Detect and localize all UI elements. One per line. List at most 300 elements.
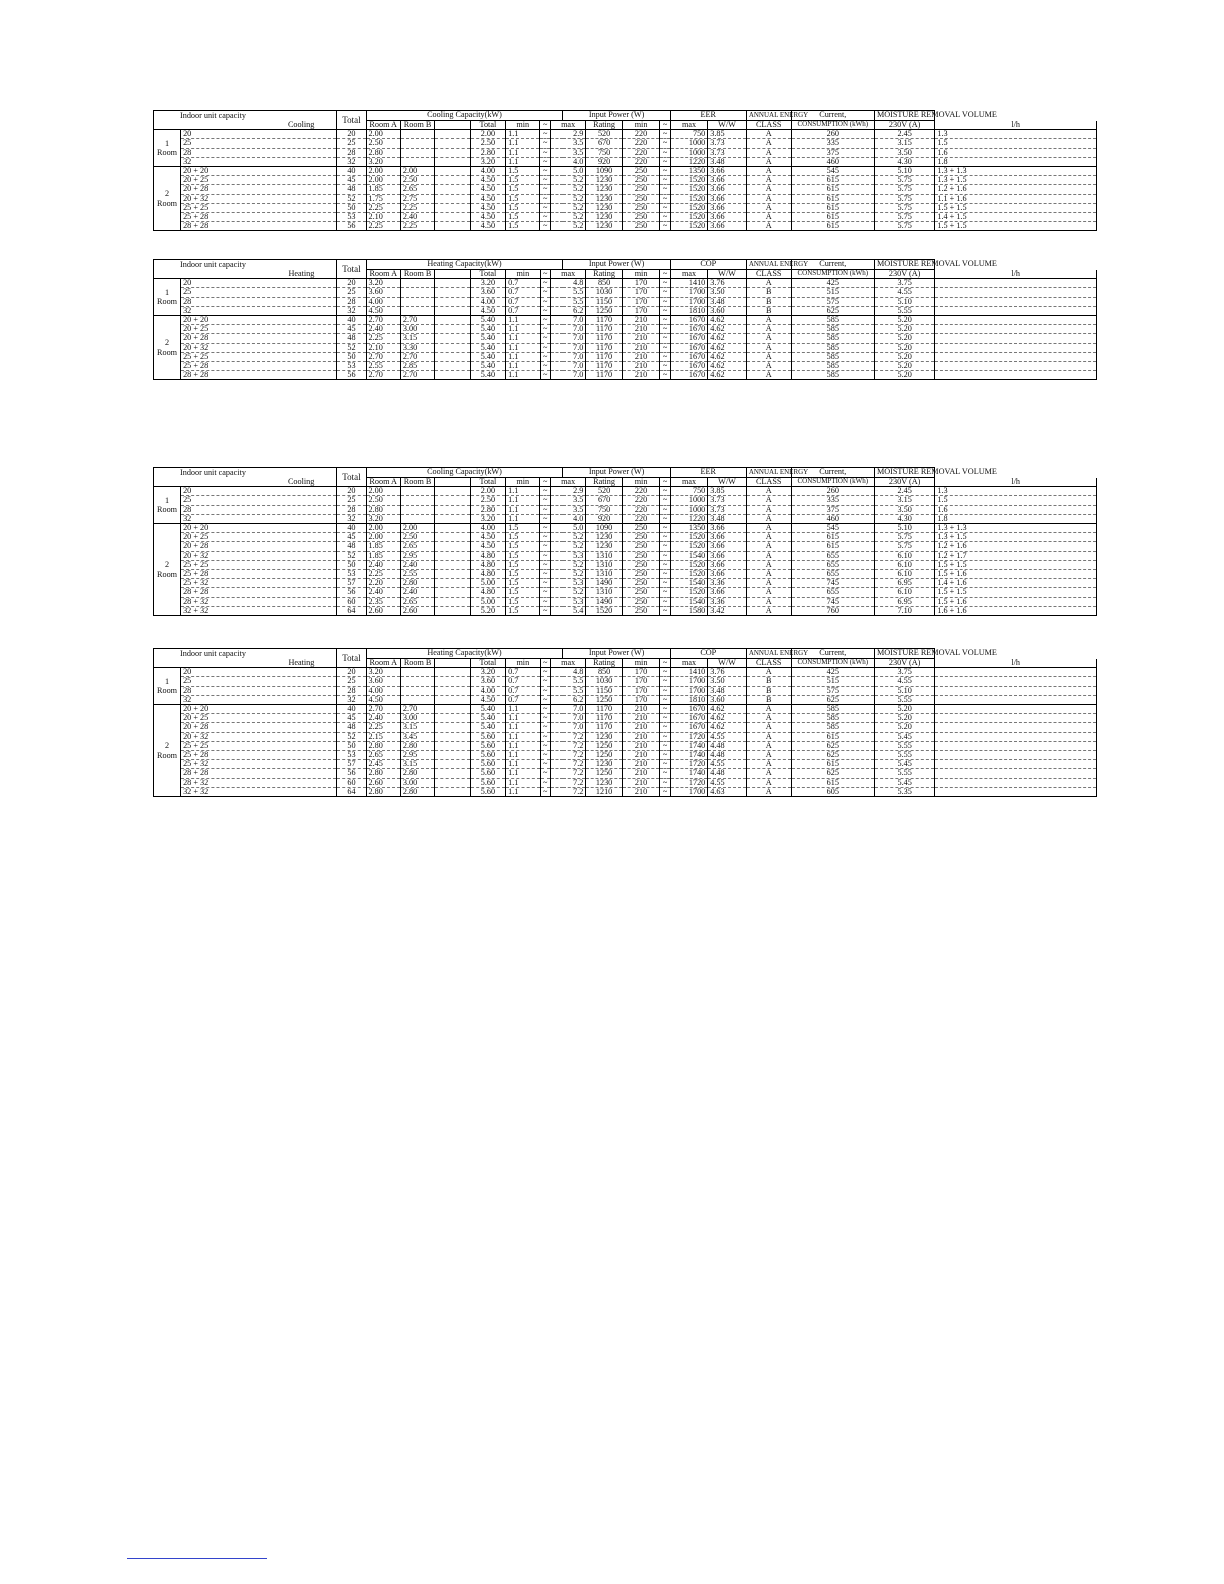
capacity-tilde: ~ (540, 579, 550, 588)
blank-value (435, 723, 470, 732)
power-min: 250 (622, 194, 660, 203)
power-max: 1520 (670, 533, 708, 542)
annual-unit-header: CONSUMPTION (kWh) (791, 478, 874, 487)
room-word: Room (157, 148, 178, 158)
indoor-combo: 20 + 28 (181, 542, 337, 551)
blank-value (435, 769, 470, 778)
capacity-total: 5.60 (470, 732, 505, 741)
moisture-value (935, 343, 1097, 352)
room-count: 2 (164, 189, 170, 199)
current-value: 5.45 (874, 732, 934, 741)
blank-value (435, 325, 470, 334)
energy-class: A (746, 514, 791, 523)
moisture-value: 1.5 (935, 496, 1097, 505)
power-max: 1810 (670, 306, 708, 315)
capacity-max: 6.2 (550, 306, 585, 315)
power-min: 250 (622, 588, 660, 597)
capacity-total-header: Total (470, 478, 505, 487)
total-capacity: 25 (337, 288, 366, 297)
moisture-value: 1.5 (935, 139, 1097, 148)
indoor-capacity-header: Indoor unit capacity (154, 111, 337, 121)
moisture-value (935, 751, 1097, 760)
current-unit-header: 230V (A) (874, 659, 934, 668)
moisture-value: 1.5 + 1.6 (935, 597, 1097, 606)
ratio-ww: 4.62 (708, 371, 747, 380)
power-rating: 750 (586, 148, 622, 157)
capacity-min: 0.7 (506, 686, 540, 695)
capacity-total: 4.50 (470, 222, 505, 231)
moisture-unit-header: l/h (935, 659, 1097, 668)
room-b-header: Room B (400, 478, 434, 487)
capacity-max: 5.2 (550, 560, 585, 569)
room-a-value: 2.10 (366, 213, 400, 222)
room-b-value: 2.60 (400, 606, 434, 615)
room-b-value: 2.95 (400, 751, 434, 760)
ratio-ww: 3.76 (708, 668, 747, 677)
room-a-value: 2.80 (366, 769, 400, 778)
room-b-value: 2.50 (400, 533, 434, 542)
capacity-min: 1.5 (506, 222, 540, 231)
current-value: 5.20 (874, 362, 934, 371)
room-word: Room (157, 347, 178, 357)
room-a-value: 1.85 (366, 542, 400, 551)
room-count-cell (154, 130, 181, 167)
room-b-value (400, 505, 434, 514)
moisture-value: 1.3 + 1.3 (935, 524, 1097, 533)
blank-value (435, 551, 470, 560)
power-tilde: ~ (660, 723, 670, 732)
capacity-tilde-header: ~ (540, 478, 550, 487)
room-b-value: 2.70 (400, 352, 434, 361)
capacity-total: 5.40 (470, 371, 505, 380)
power-rating: 520 (586, 130, 622, 139)
capacity-tilde: ~ (540, 288, 550, 297)
ratio-header: EER (670, 111, 746, 121)
power-min-header: min (622, 270, 660, 279)
capacity-total: 2.00 (470, 487, 505, 496)
capacity-min: 1.1 (506, 371, 540, 380)
capacity-min: 1.1 (506, 334, 540, 343)
indoor-combo: 28 (181, 297, 337, 306)
capacity-total: 4.50 (470, 194, 505, 203)
ratio-ww: 4.62 (708, 343, 747, 352)
total-capacity: 56 (337, 222, 366, 231)
blank-value (435, 677, 470, 686)
blank-value (435, 222, 470, 231)
indoor-combo: 20 + 25 (181, 176, 337, 185)
room-a-value: 2.40 (366, 714, 400, 723)
moisture-value: 1.3 + 1.5 (935, 176, 1097, 185)
power-min: 250 (622, 542, 660, 551)
capacity-total: 4.00 (470, 167, 505, 176)
ratio-ww: 3.36 (708, 597, 747, 606)
capacity-total: 5.60 (470, 751, 505, 760)
ratio-ww: 4.48 (708, 751, 747, 760)
capacity-max: 5.2 (550, 213, 585, 222)
annual-energy: 585 (791, 705, 874, 714)
annual-energy: 545 (791, 167, 874, 176)
capacity-tilde: ~ (540, 222, 550, 231)
power-tilde: ~ (660, 787, 670, 796)
table-row (154, 297, 1097, 306)
capacity-max: 2.9 (550, 130, 585, 139)
total-capacity: 48 (337, 723, 366, 732)
total-capacity: 32 (337, 514, 366, 523)
energy-class: A (746, 316, 791, 325)
mode-label: Cooling (154, 478, 337, 487)
current-value: 5.35 (874, 787, 934, 796)
power-tilde: ~ (660, 176, 670, 185)
power-max: 1520 (670, 588, 708, 597)
ratio-ww: 3.36 (708, 579, 747, 588)
indoor-combo: 20 (181, 279, 337, 288)
capacity-total: 5.40 (470, 325, 505, 334)
ratio-ww: 4.55 (708, 732, 747, 741)
room-b-value: 2.55 (400, 570, 434, 579)
power-max: 1700 (670, 288, 708, 297)
capacity-min-header: min (506, 478, 540, 487)
annual-energy: 585 (791, 362, 874, 371)
total-capacity: 50 (337, 560, 366, 569)
capacity-total: 5.40 (470, 334, 505, 343)
moisture-header: MOISTURE REMOVAL VOLUME (874, 260, 934, 270)
capacity-min: 1.1 (506, 732, 540, 741)
ratio-ww: 3.50 (708, 288, 747, 297)
room-b-value: 2.00 (400, 167, 434, 176)
moisture-unit-header: l/h (935, 121, 1097, 130)
capacity-min: 1.5 (506, 579, 540, 588)
ratio-ww: 3.73 (708, 496, 747, 505)
energy-class: B (746, 686, 791, 695)
moisture-value (935, 778, 1097, 787)
table-row (154, 732, 1097, 741)
power-max: 1000 (670, 505, 708, 514)
moisture-value: 1.5 + 1.5 (935, 203, 1097, 212)
energy-class: A (746, 732, 791, 741)
energy-class: A (746, 723, 791, 732)
table-row (154, 723, 1097, 732)
room-b-value (400, 496, 434, 505)
capacity-max: 7.2 (550, 732, 585, 741)
room-b-value: 2.80 (400, 787, 434, 796)
power-max: 1580 (670, 606, 708, 615)
room-b-value (400, 148, 434, 157)
capacity-min: 1.1 (506, 487, 540, 496)
power-tilde: ~ (660, 714, 670, 723)
table-row (154, 686, 1097, 695)
capacity-max-header: max (550, 270, 585, 279)
room-a-header: Room A (366, 478, 400, 487)
power-rating: 1310 (586, 570, 622, 579)
current-value: 5.75 (874, 194, 934, 203)
energy-class: A (746, 194, 791, 203)
power-max: 1670 (670, 705, 708, 714)
moisture-value: 1.5 + 1.5 (935, 560, 1097, 569)
power-rating: 1230 (586, 760, 622, 769)
indoor-combo: 20 + 25 (181, 325, 337, 334)
capacity-total: 4.50 (470, 176, 505, 185)
capacity-max: 7.0 (550, 723, 585, 732)
power-rating: 1030 (586, 288, 622, 297)
annual-energy: 625 (791, 751, 874, 760)
room-b-value: 2.70 (400, 316, 434, 325)
room-a-header: Room A (366, 659, 400, 668)
room-word: Room (157, 750, 178, 760)
total-capacity: 40 (337, 524, 366, 533)
energy-class: A (746, 203, 791, 212)
moisture-value (935, 325, 1097, 334)
current-header: Current, (791, 111, 874, 121)
ratio-ww: 3.66 (708, 524, 747, 533)
room-a-value: 2.80 (366, 741, 400, 750)
capacity-max: 5.0 (550, 524, 585, 533)
power-min: 220 (622, 514, 660, 523)
power-rating: 1230 (586, 203, 622, 212)
ratio-ww: 3.66 (708, 551, 747, 560)
ratio-ww: 3.73 (708, 505, 747, 514)
annual-energy: 585 (791, 334, 874, 343)
power-max: 1520 (670, 185, 708, 194)
capacity-max: 5.3 (550, 551, 585, 560)
power-min: 220 (622, 148, 660, 157)
room-a-value: 2.45 (366, 760, 400, 769)
capacity-header: Heating Capacity(kW) (366, 260, 563, 270)
power-max: 1720 (670, 760, 708, 769)
blank-value (435, 334, 470, 343)
power-min: 210 (622, 705, 660, 714)
power-rating: 1170 (586, 723, 622, 732)
total-capacity: 53 (337, 213, 366, 222)
current-unit-header: 230V (A) (874, 270, 934, 279)
capacity-total: 2.80 (470, 505, 505, 514)
capacity-max: 5.2 (550, 588, 585, 597)
total-capacity: 40 (337, 705, 366, 714)
capacity-total: 4.50 (470, 185, 505, 194)
indoor-combo: 28 (181, 686, 337, 695)
indoor-combo: 25 + 32 (181, 579, 337, 588)
power-tilde-header: ~ (660, 478, 670, 487)
power-max: 1000 (670, 139, 708, 148)
capacity-min: 0.7 (506, 288, 540, 297)
capacity-min: 1.5 (506, 185, 540, 194)
power-min: 220 (622, 139, 660, 148)
room-a-value: 2.25 (366, 334, 400, 343)
indoor-combo: 20 + 28 (181, 185, 337, 194)
capacity-total: 5.40 (470, 714, 505, 723)
current-unit-header: 230V (A) (874, 478, 934, 487)
blank-value (435, 306, 470, 315)
power-rating: 850 (586, 668, 622, 677)
power-tilde: ~ (660, 597, 670, 606)
capacity-total: 4.80 (470, 570, 505, 579)
indoor-combo: 25 + 25 (181, 560, 337, 569)
capacity-tilde: ~ (540, 203, 550, 212)
moisture-header: MOISTURE REMOVAL VOLUME (874, 468, 934, 478)
blank-value (435, 371, 470, 380)
annual-energy: 585 (791, 343, 874, 352)
current-value: 5.20 (874, 371, 934, 380)
blank-value (435, 352, 470, 361)
annual-energy: 425 (791, 279, 874, 288)
moisture-value (935, 668, 1097, 677)
power-rating: 520 (586, 487, 622, 496)
annual-energy-header: ANNUAL ENERGY (746, 649, 791, 659)
power-rating: 1230 (586, 542, 622, 551)
capacity-tilde: ~ (540, 769, 550, 778)
annual-energy: 615 (791, 194, 874, 203)
room-a-value: 4.50 (366, 695, 400, 704)
table-row (154, 316, 1097, 325)
power-min: 210 (622, 751, 660, 760)
room-count: 1 (164, 495, 170, 505)
capacity-max: 4.8 (550, 279, 585, 288)
annual-energy: 655 (791, 560, 874, 569)
power-max: 1520 (670, 222, 708, 231)
table-row (154, 787, 1097, 796)
total-capacity: 45 (337, 533, 366, 542)
moisture-value (935, 769, 1097, 778)
capacity-total: 4.00 (470, 297, 505, 306)
energy-class: A (746, 579, 791, 588)
class-header: CLASS (746, 121, 791, 130)
power-min: 170 (622, 288, 660, 297)
capacity-tilde: ~ (540, 279, 550, 288)
cooling-spec-table (153, 110, 1097, 231)
energy-class: A (746, 148, 791, 157)
table-row (154, 222, 1097, 231)
ratio-ww: 4.48 (708, 769, 747, 778)
moisture-value (935, 352, 1097, 361)
total-capacity: 64 (337, 787, 366, 796)
room-a-value: 2.50 (366, 139, 400, 148)
power-min: 250 (622, 167, 660, 176)
power-rating: 670 (586, 139, 622, 148)
ratio-ww: 3.66 (708, 542, 747, 551)
ratio-ww: 3.66 (708, 570, 747, 579)
footnote-rule (127, 1558, 267, 1559)
power-max: 1700 (670, 686, 708, 695)
indoor-combo: 25 + 28 (181, 213, 337, 222)
blank-value (435, 560, 470, 569)
capacity-min: 1.1 (506, 760, 540, 769)
power-tilde: ~ (660, 316, 670, 325)
current-value: 5.55 (874, 306, 934, 315)
capacity-max: 7.0 (550, 343, 585, 352)
power-max: 1220 (670, 514, 708, 523)
capacity-tilde: ~ (540, 524, 550, 533)
power-max: 1670 (670, 362, 708, 371)
capacity-min: 1.5 (506, 167, 540, 176)
room-a-value: 2.00 (366, 533, 400, 542)
power-tilde: ~ (660, 194, 670, 203)
class-header: CLASS (746, 478, 791, 487)
ratio-ww: 4.55 (708, 760, 747, 769)
current-value: 5.55 (874, 769, 934, 778)
capacity-total: 5.40 (470, 362, 505, 371)
indoor-combo: 25 (181, 288, 337, 297)
power-max: 1670 (670, 325, 708, 334)
capacity-min-header: min (506, 659, 540, 668)
capacity-min: 1.5 (506, 533, 540, 542)
power-tilde: ~ (660, 705, 670, 714)
power-rating: 1250 (586, 695, 622, 704)
power-max: 750 (670, 130, 708, 139)
capacity-tilde: ~ (540, 560, 550, 569)
table-row (154, 760, 1097, 769)
capacity-min: 1.1 (506, 741, 540, 750)
total-header: Total (337, 468, 366, 487)
capacity-max: 5.2 (550, 203, 585, 212)
blank-value (435, 505, 470, 514)
blank-value (435, 496, 470, 505)
ratio-ww: 4.62 (708, 352, 747, 361)
energy-class: A (746, 778, 791, 787)
capacity-min: 1.1 (506, 705, 540, 714)
annual-energy-header: ANNUAL ENERGY (746, 260, 791, 270)
room-count-cell (154, 167, 181, 231)
energy-class: B (746, 297, 791, 306)
capacity-max: 5.2 (550, 570, 585, 579)
current-value: 4.30 (874, 157, 934, 166)
power-tilde: ~ (660, 579, 670, 588)
power-rating: 1170 (586, 316, 622, 325)
capacity-min-header: min (506, 270, 540, 279)
indoor-capacity-header: Indoor unit capacity (154, 649, 337, 659)
power-tilde: ~ (660, 213, 670, 222)
capacity-min: 1.1 (506, 157, 540, 166)
capacity-tilde: ~ (540, 487, 550, 496)
moisture-value (935, 686, 1097, 695)
blank-value (435, 288, 470, 297)
capacity-max: 5.2 (550, 542, 585, 551)
blank-value (435, 570, 470, 579)
room-a-value: 2.70 (366, 316, 400, 325)
room-count: 1 (164, 138, 170, 148)
total-capacity: 32 (337, 306, 366, 315)
room-count-cell (154, 524, 181, 616)
indoor-combo: 32 (181, 514, 337, 523)
capacity-tilde: ~ (540, 325, 550, 334)
total-capacity: 48 (337, 542, 366, 551)
annual-energy: 615 (791, 222, 874, 231)
blank-value (435, 139, 470, 148)
room-b-value: 3.15 (400, 334, 434, 343)
annual-energy: 460 (791, 514, 874, 523)
capacity-max: 5.2 (550, 194, 585, 203)
energy-class: A (746, 524, 791, 533)
capacity-max: 6.2 (550, 695, 585, 704)
capacity-tilde: ~ (540, 570, 550, 579)
power-max: 1520 (670, 560, 708, 569)
room-count: 2 (164, 560, 170, 570)
capacity-tilde: ~ (540, 778, 550, 787)
power-max: 1520 (670, 203, 708, 212)
current-value: 5.45 (874, 778, 934, 787)
ratio-ww: 3.60 (708, 695, 747, 704)
capacity-tilde: ~ (540, 185, 550, 194)
energy-class: A (746, 560, 791, 569)
power-rating: 1170 (586, 343, 622, 352)
annual-energy: 585 (791, 371, 874, 380)
capacity-total: 4.00 (470, 686, 505, 695)
room-a-value: 2.50 (366, 496, 400, 505)
power-tilde: ~ (660, 695, 670, 704)
power-rating: 1210 (586, 787, 622, 796)
room-a-value: 3.20 (366, 668, 400, 677)
annual-energy: 545 (791, 524, 874, 533)
blank-value (435, 130, 470, 139)
indoor-combo: 20 + 32 (181, 194, 337, 203)
